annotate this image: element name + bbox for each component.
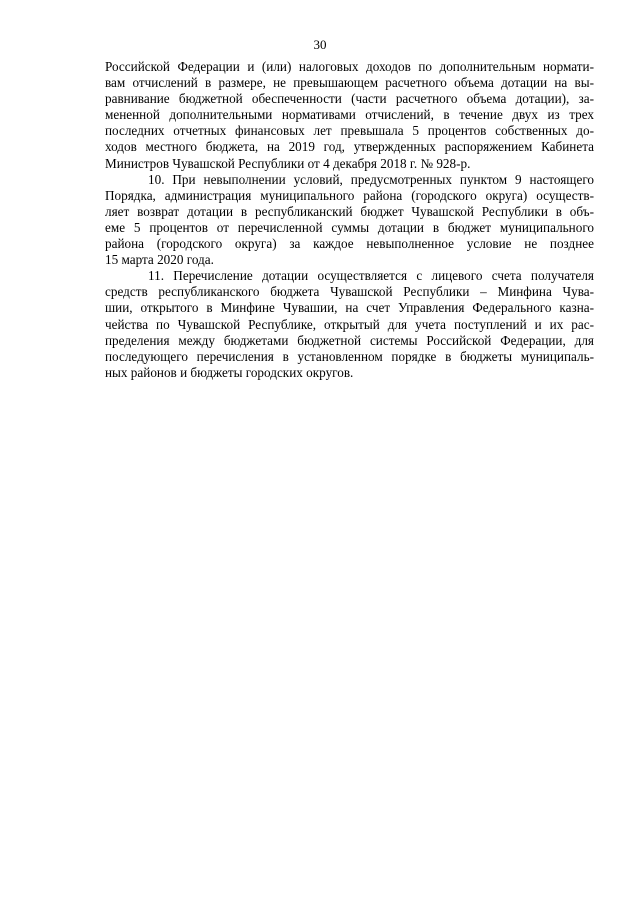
- text-line: Министров Чувашской Республики от 4 декабря 2018 г. № 928-р.: [105, 155, 471, 171]
- page-number: 30: [313, 37, 327, 52]
- paragraph-9-continuation: [105, 59, 594, 172]
- text-line: 15 марта 2020 года.: [105, 252, 214, 268]
- paragraph-11: [105, 268, 594, 381]
- text-line: Порядка, администрация муниципального района (городского округа) осуществ-: [105, 187, 594, 203]
- text-line: шии, открытого в Минфине Чувашии, на счет Управления Федерального казна-: [105, 300, 594, 316]
- text-line: района (городского округа) за каждое невыполненное условие не позднее: [105, 236, 594, 252]
- text-line: еме 5 процентов от перечисленной суммы дотации в бюджет муниципального: [105, 219, 594, 235]
- text-line: Российской Федерации и (или) налоговых доходов по дополнительным нормати-: [105, 59, 594, 74]
- text-line: последних отчетных финансовых лет превышала 5 процентов собственных до-: [105, 123, 594, 139]
- text-line: средств республиканского бюджета Чувашской Республики – Минфина Чува-: [105, 284, 594, 300]
- text-line: последующего перечисления в установленном порядке в бюджеты муниципаль-: [105, 348, 594, 364]
- paragraph-10: [105, 172, 594, 269]
- text-line: вам отчислений в размере, не превышающем расчетного объема дотации на вы-: [105, 75, 594, 91]
- text-line: мененной дополнительными нормативами отчислений, в течение двух из трех: [105, 107, 594, 123]
- text-line: равнивание бюджетной обеспеченности (части расчетного объема дотации), за-: [105, 91, 594, 107]
- text-line: ных районов и бюджеты городских округов.: [105, 364, 354, 380]
- document-body: [105, 59, 594, 381]
- text-line: ляет возврат дотации в республиканский бюджет Чувашской Республики в объ-: [105, 203, 594, 219]
- text-line: ходов местного бюджета, на 2019 год, утвержденных распоряжением Кабинета: [105, 139, 594, 155]
- text-line: 10. При невыполнении условий, предусмотренных пунктом 9 настоящего: [148, 171, 594, 187]
- text-line: пределения между бюджетами бюджетной системы Российской Федерации, для: [105, 332, 594, 348]
- text-line: чейства по Чувашской Республике, открытый для учета поступлений и их рас-: [105, 316, 594, 332]
- text-line: 11. Перечисление дотации осуществляется с лицевого счета получателя: [148, 268, 594, 284]
